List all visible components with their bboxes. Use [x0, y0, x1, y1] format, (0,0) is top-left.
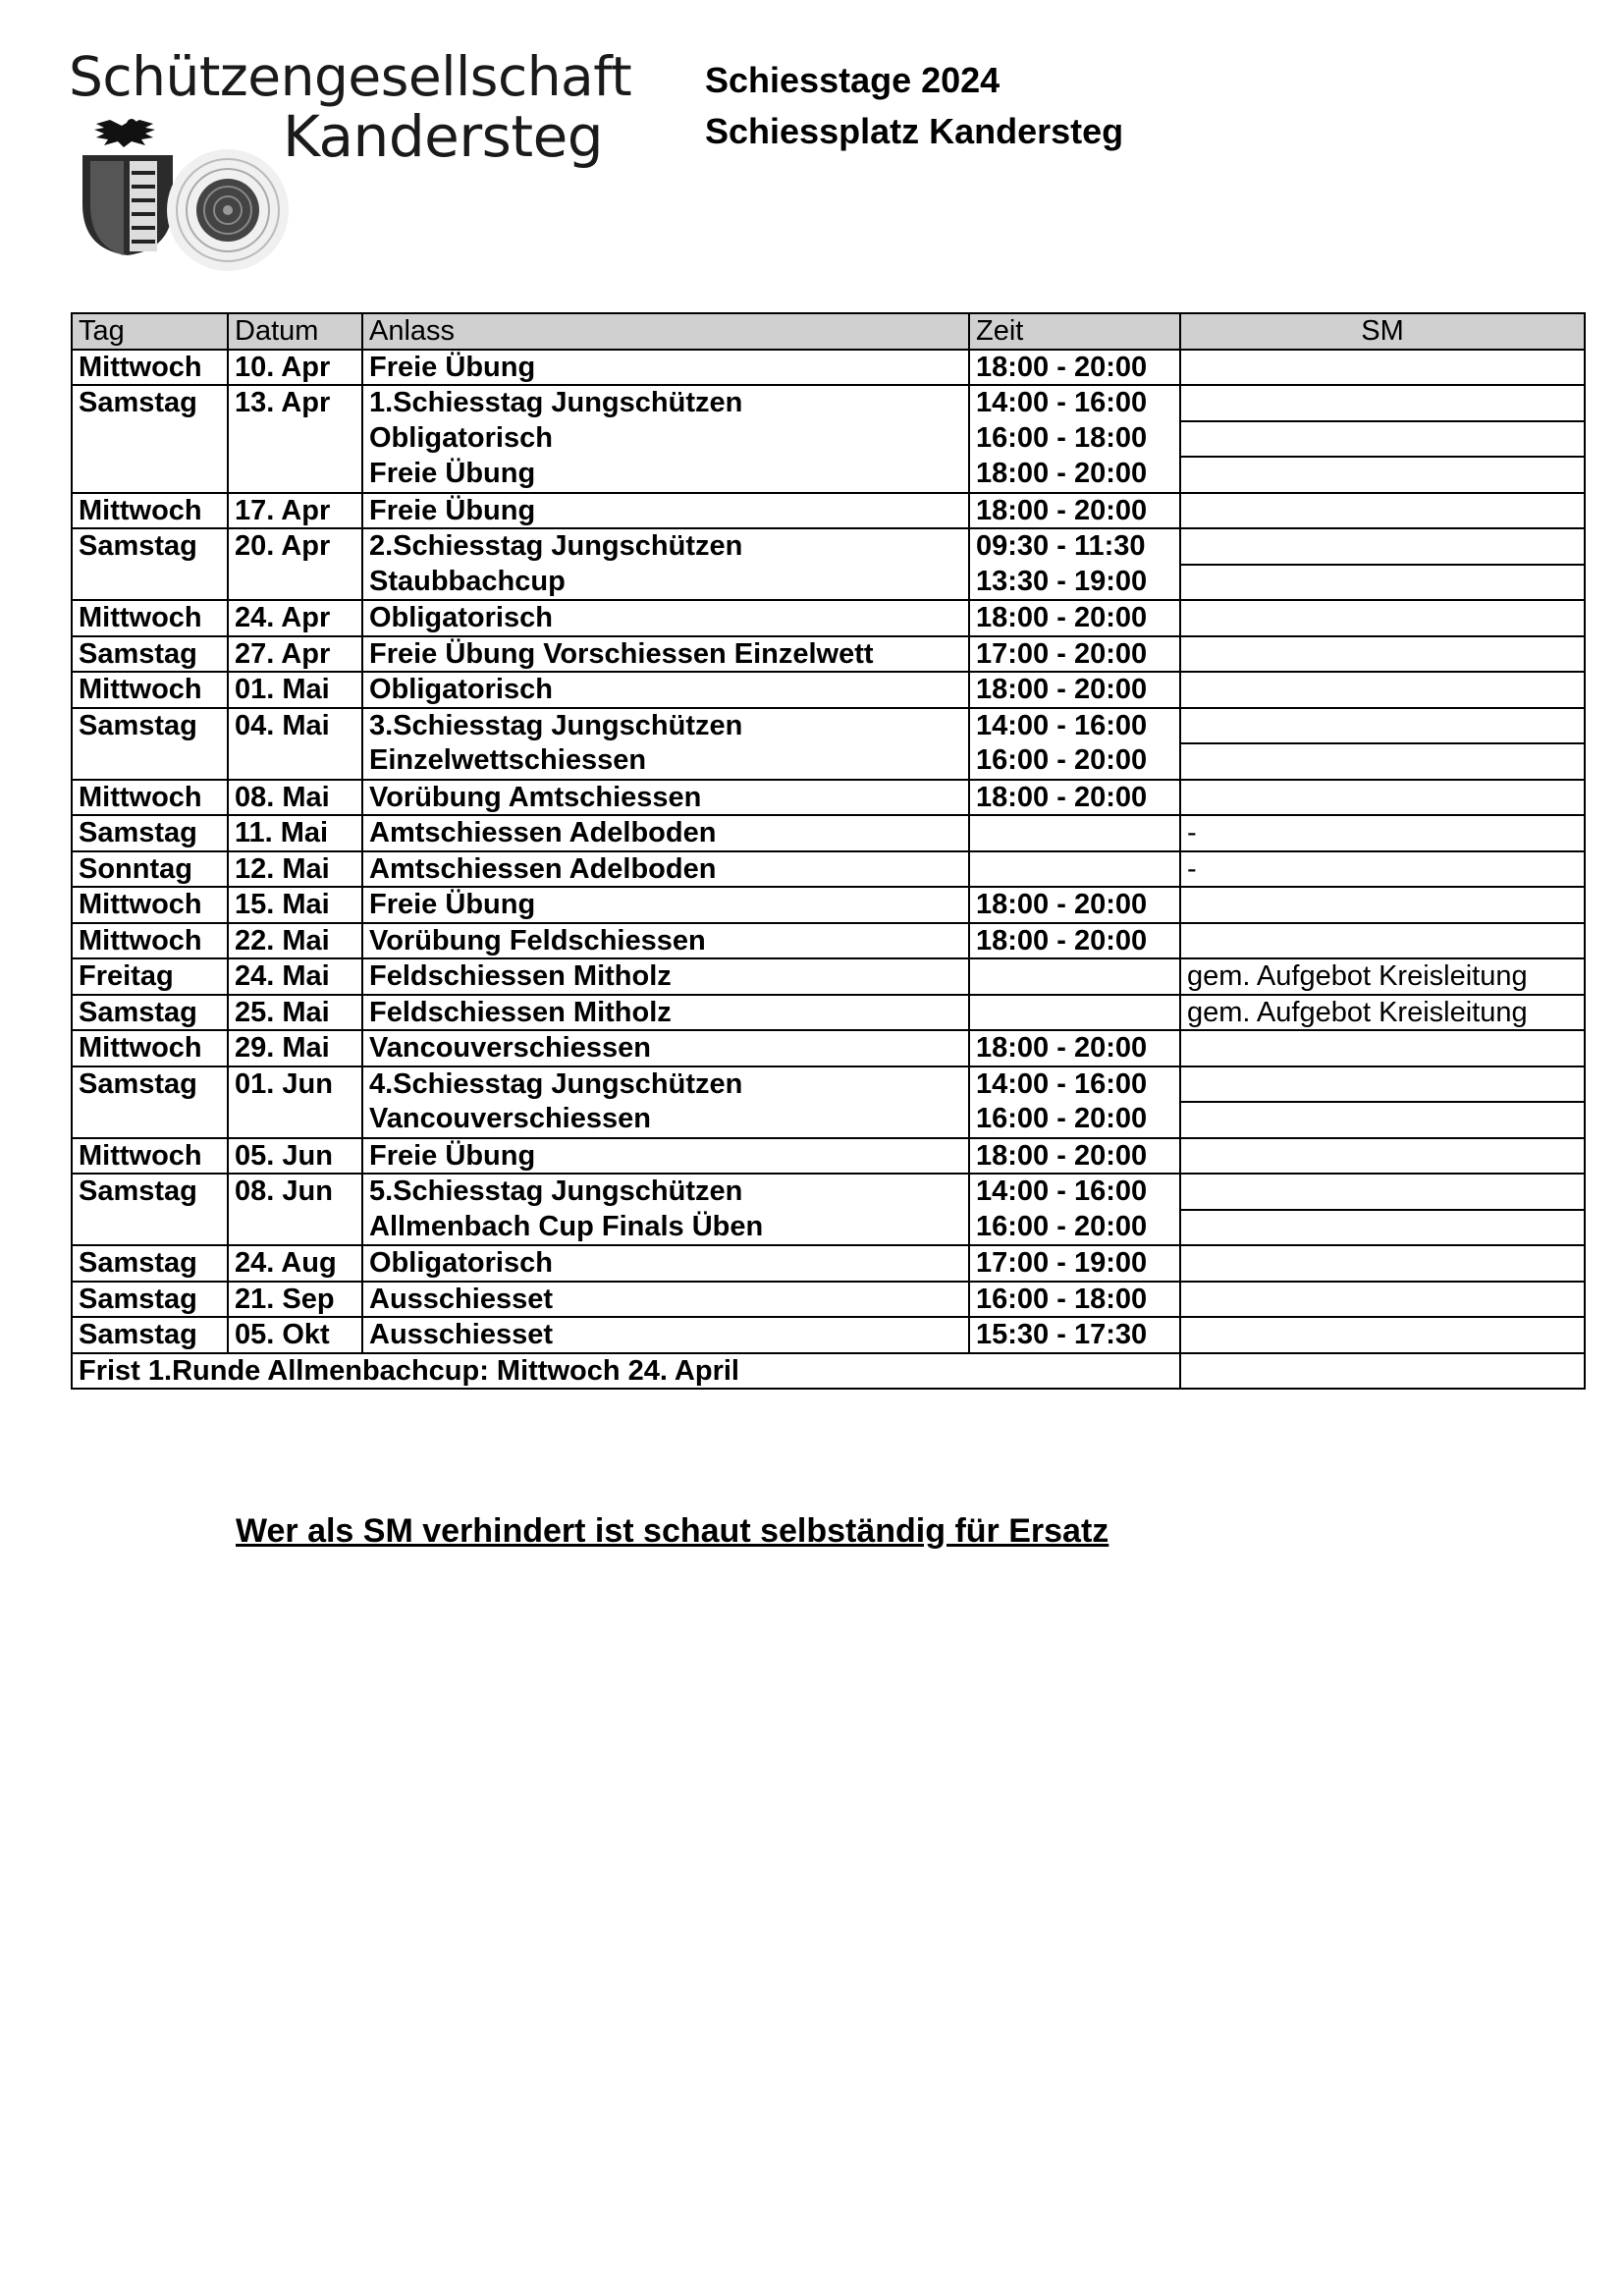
cell-tag: Mittwoch: [72, 493, 228, 529]
cell-datum: 10. Apr: [228, 350, 362, 386]
cell-tag: Mittwoch: [72, 780, 228, 816]
cell-tag: Samstag: [72, 1282, 228, 1318]
cell-anlass: Allmenbach Cup Finals Üben: [362, 1210, 969, 1246]
cell-anlass: Feldschiessen Mitholz: [362, 995, 969, 1031]
cell-datum: [228, 421, 362, 458]
cell-tag: [72, 457, 228, 493]
cell-sm: [1180, 1174, 1585, 1210]
cell-datum: 27. Apr: [228, 636, 362, 673]
cell-datum: 11. Mai: [228, 815, 362, 851]
table-row: [72, 708, 1585, 744]
cell-anlass: Freie Übung: [362, 457, 969, 493]
cell-anlass: Obligatorisch: [362, 600, 969, 636]
table-row: [72, 1138, 1585, 1175]
cell-datum: 13. Apr: [228, 385, 362, 421]
table-row: [72, 815, 1585, 851]
cell-tag: Mittwoch: [72, 672, 228, 708]
table-row: [72, 1317, 1585, 1353]
cell-sm: [1180, 1138, 1585, 1175]
cell-sm: [1180, 743, 1585, 780]
cell-anlass: 3.Schiesstag Jungschützen: [362, 708, 969, 744]
cell-sm: [1180, 780, 1585, 816]
cell-datum: 22. Mai: [228, 923, 362, 959]
cell-anlass: Obligatorisch: [362, 1245, 969, 1282]
cell-sm: [1180, 457, 1585, 493]
cell-zeit: 16:00 - 18:00: [969, 421, 1180, 458]
cell-zeit: 18:00 - 20:00: [969, 887, 1180, 923]
cell-datum: [228, 565, 362, 601]
cell-sm: [1180, 528, 1585, 565]
cell-tag: [72, 1102, 228, 1138]
cell-datum: [228, 743, 362, 780]
cell-sm: [1180, 1282, 1585, 1318]
cell-sm: -: [1180, 815, 1585, 851]
cell-datum: 01. Mai: [228, 672, 362, 708]
cell-sm: [1180, 636, 1585, 673]
cell-sm: [1180, 672, 1585, 708]
cell-datum: 24. Aug: [228, 1245, 362, 1282]
header-datum: Datum: [228, 313, 362, 350]
cell-sm: [1180, 1102, 1585, 1138]
cell-anlass: Ausschiesset: [362, 1317, 969, 1353]
table-row: [72, 1174, 1585, 1210]
cell-sm: -: [1180, 851, 1585, 888]
header-tag: Tag: [72, 313, 228, 350]
table-row: [72, 421, 1585, 458]
cell-tag: Mittwoch: [72, 923, 228, 959]
cell-anlass: Staubbachcup: [362, 565, 969, 601]
cell-tag: Samstag: [72, 385, 228, 421]
document-title: [705, 55, 1123, 157]
table-row: [72, 1066, 1585, 1103]
cell-anlass: Vorübung Amtschiessen: [362, 780, 969, 816]
cell-sm: [1180, 1066, 1585, 1103]
cell-tag: Samstag: [72, 1317, 228, 1353]
cell-anlass: 5.Schiesstag Jungschützen: [362, 1174, 969, 1210]
club-logo: [69, 45, 632, 234]
table-row: [72, 887, 1585, 923]
title-line1: Schiesstage 2024: [705, 60, 1001, 100]
cell-datum: [228, 457, 362, 493]
cell-anlass: 1.Schiesstag Jungschützen: [362, 385, 969, 421]
cell-zeit: 14:00 - 16:00: [969, 1174, 1180, 1210]
cell-tag: Mittwoch: [72, 1138, 228, 1175]
cell-sm: [1180, 565, 1585, 601]
header-anlass: Anlass: [362, 313, 969, 350]
table-row: [72, 565, 1585, 601]
cell-anlass: Einzelwettschiessen: [362, 743, 969, 780]
footer-sm-cell: [1180, 1353, 1585, 1390]
cell-zeit: 17:00 - 19:00: [969, 1245, 1180, 1282]
cell-zeit: 15:30 - 17:30: [969, 1317, 1180, 1353]
cell-tag: Samstag: [72, 1174, 228, 1210]
cell-sm: [1180, 1317, 1585, 1353]
cell-datum: 24. Apr: [228, 600, 362, 636]
cell-sm: [1180, 600, 1585, 636]
cell-zeit: 09:30 - 11:30: [969, 528, 1180, 565]
cell-anlass: Obligatorisch: [362, 421, 969, 458]
cell-anlass: Ausschiesset: [362, 1282, 969, 1318]
schedule-body: [72, 350, 1585, 1353]
cell-sm: [1180, 708, 1585, 744]
cell-zeit: [969, 995, 1180, 1031]
cell-tag: Samstag: [72, 995, 228, 1031]
cell-anlass: Freie Übung: [362, 493, 969, 529]
cell-zeit: [969, 815, 1180, 851]
cell-zeit: 18:00 - 20:00: [969, 672, 1180, 708]
cell-datum: 04. Mai: [228, 708, 362, 744]
cell-zeit: 18:00 - 20:00: [969, 1138, 1180, 1175]
cell-anlass: Vorübung Feldschiessen: [362, 923, 969, 959]
cell-datum: 17. Apr: [228, 493, 362, 529]
table-row: [72, 958, 1585, 995]
table-row: [72, 636, 1585, 673]
cell-sm: [1180, 887, 1585, 923]
schedule-table: [71, 312, 1586, 1390]
club-emblem-icon: [73, 104, 298, 271]
cell-datum: 08. Mai: [228, 780, 362, 816]
cell-zeit: 17:00 - 20:00: [969, 636, 1180, 673]
cell-datum: 05. Jun: [228, 1138, 362, 1175]
cell-sm: [1180, 923, 1585, 959]
table-row: [72, 851, 1585, 888]
cell-datum: [228, 1102, 362, 1138]
cell-tag: Mittwoch: [72, 600, 228, 636]
cell-zeit: 18:00 - 20:00: [969, 350, 1180, 386]
cell-tag: Mittwoch: [72, 887, 228, 923]
cell-anlass: Freie Übung Vorschiessen Einzelwett: [362, 636, 969, 673]
cell-anlass: Amtschiessen Adelboden: [362, 815, 969, 851]
cell-anlass: 2.Schiesstag Jungschützen: [362, 528, 969, 565]
cell-tag: Samstag: [72, 528, 228, 565]
table-header-row: [72, 313, 1585, 350]
cell-tag: Samstag: [72, 1245, 228, 1282]
cell-anlass: Obligatorisch: [362, 672, 969, 708]
table-row: [72, 672, 1585, 708]
cell-sm: [1180, 385, 1585, 421]
table-row: [72, 1030, 1585, 1066]
cell-zeit: 14:00 - 16:00: [969, 1066, 1180, 1103]
cell-datum: 20. Apr: [228, 528, 362, 565]
table-row: [72, 995, 1585, 1031]
cell-zeit: 13:30 - 19:00: [969, 565, 1180, 601]
cell-zeit: 14:00 - 16:00: [969, 385, 1180, 421]
cell-sm: gem. Aufgebot Kreisleitung: [1180, 958, 1585, 995]
cell-sm: [1180, 1245, 1585, 1282]
cell-zeit: 18:00 - 20:00: [969, 1030, 1180, 1066]
cell-zeit: 18:00 - 20:00: [969, 493, 1180, 529]
cell-zeit: 16:00 - 18:00: [969, 1282, 1180, 1318]
cell-zeit: 16:00 - 20:00: [969, 743, 1180, 780]
table-row: [72, 780, 1585, 816]
table-row: [72, 528, 1585, 565]
cell-sm: [1180, 1210, 1585, 1246]
logo-text-line1: Schützengesellschaft: [69, 45, 632, 108]
cell-zeit: [969, 851, 1180, 888]
cell-sm: [1180, 421, 1585, 458]
cell-sm: gem. Aufgebot Kreisleitung: [1180, 995, 1585, 1031]
cell-datum: 25. Mai: [228, 995, 362, 1031]
table-row: [72, 1210, 1585, 1246]
cell-datum: 12. Mai: [228, 851, 362, 888]
table-row: [72, 385, 1585, 421]
header-zeit: Zeit: [969, 313, 1180, 350]
table-row: [72, 600, 1585, 636]
cell-sm: [1180, 1030, 1585, 1066]
cell-zeit: 16:00 - 20:00: [969, 1102, 1180, 1138]
footer-row: [72, 1353, 1585, 1390]
cell-datum: 29. Mai: [228, 1030, 362, 1066]
cell-tag: Samstag: [72, 1066, 228, 1103]
table-row: [72, 1282, 1585, 1318]
cell-datum: 15. Mai: [228, 887, 362, 923]
cell-anlass: Freie Übung: [362, 887, 969, 923]
table-row: [72, 457, 1585, 493]
cell-anlass: Vancouverschiessen: [362, 1102, 969, 1138]
cell-zeit: 18:00 - 20:00: [969, 600, 1180, 636]
cell-zeit: 18:00 - 20:00: [969, 923, 1180, 959]
logo-text-line2: Kandersteg: [283, 103, 604, 170]
cell-datum: [228, 1210, 362, 1246]
cell-anlass: 4.Schiesstag Jungschützen: [362, 1066, 969, 1103]
cell-tag: Samstag: [72, 636, 228, 673]
cell-tag: [72, 743, 228, 780]
cell-tag: [72, 421, 228, 458]
cell-datum: 01. Jun: [228, 1066, 362, 1103]
cell-tag: [72, 565, 228, 601]
substitute-notice: Wer als SM verhindert ist schaut selbständig für Ersatz: [236, 1512, 1109, 1550]
cell-zeit: 18:00 - 20:00: [969, 780, 1180, 816]
cell-tag: Mittwoch: [72, 1030, 228, 1066]
cell-zeit: [969, 958, 1180, 995]
cell-anlass: Amtschiessen Adelboden: [362, 851, 969, 888]
cell-tag: Mittwoch: [72, 350, 228, 386]
table-row: [72, 1245, 1585, 1282]
table-row: [72, 923, 1585, 959]
cell-zeit: 18:00 - 20:00: [969, 457, 1180, 493]
cell-tag: Sonntag: [72, 851, 228, 888]
cell-anlass: Freie Übung: [362, 350, 969, 386]
cell-tag: Samstag: [72, 708, 228, 744]
header-sm: SM: [1180, 313, 1585, 350]
cell-datum: 05. Okt: [228, 1317, 362, 1353]
cell-tag: Freitag: [72, 958, 228, 995]
cell-datum: 24. Mai: [228, 958, 362, 995]
cell-anlass: Feldschiessen Mitholz: [362, 958, 969, 995]
deadline-note: Frist 1.Runde Allmenbachcup: Mittwoch 24. April: [72, 1353, 1180, 1390]
cell-anlass: Freie Übung: [362, 1138, 969, 1175]
table-row: [72, 493, 1585, 529]
cell-sm: [1180, 350, 1585, 386]
cell-tag: Samstag: [72, 815, 228, 851]
title-line2: Schiessplatz Kandersteg: [705, 111, 1124, 151]
table-row: [72, 1102, 1585, 1138]
cell-sm: [1180, 493, 1585, 529]
cell-datum: 08. Jun: [228, 1174, 362, 1210]
cell-tag: [72, 1210, 228, 1246]
table-row: [72, 350, 1585, 386]
cell-datum: 21. Sep: [228, 1282, 362, 1318]
cell-anlass: Vancouverschiessen: [362, 1030, 969, 1066]
cell-zeit: 14:00 - 16:00: [969, 708, 1180, 744]
cell-zeit: 16:00 - 20:00: [969, 1210, 1180, 1246]
table-row: [72, 743, 1585, 780]
